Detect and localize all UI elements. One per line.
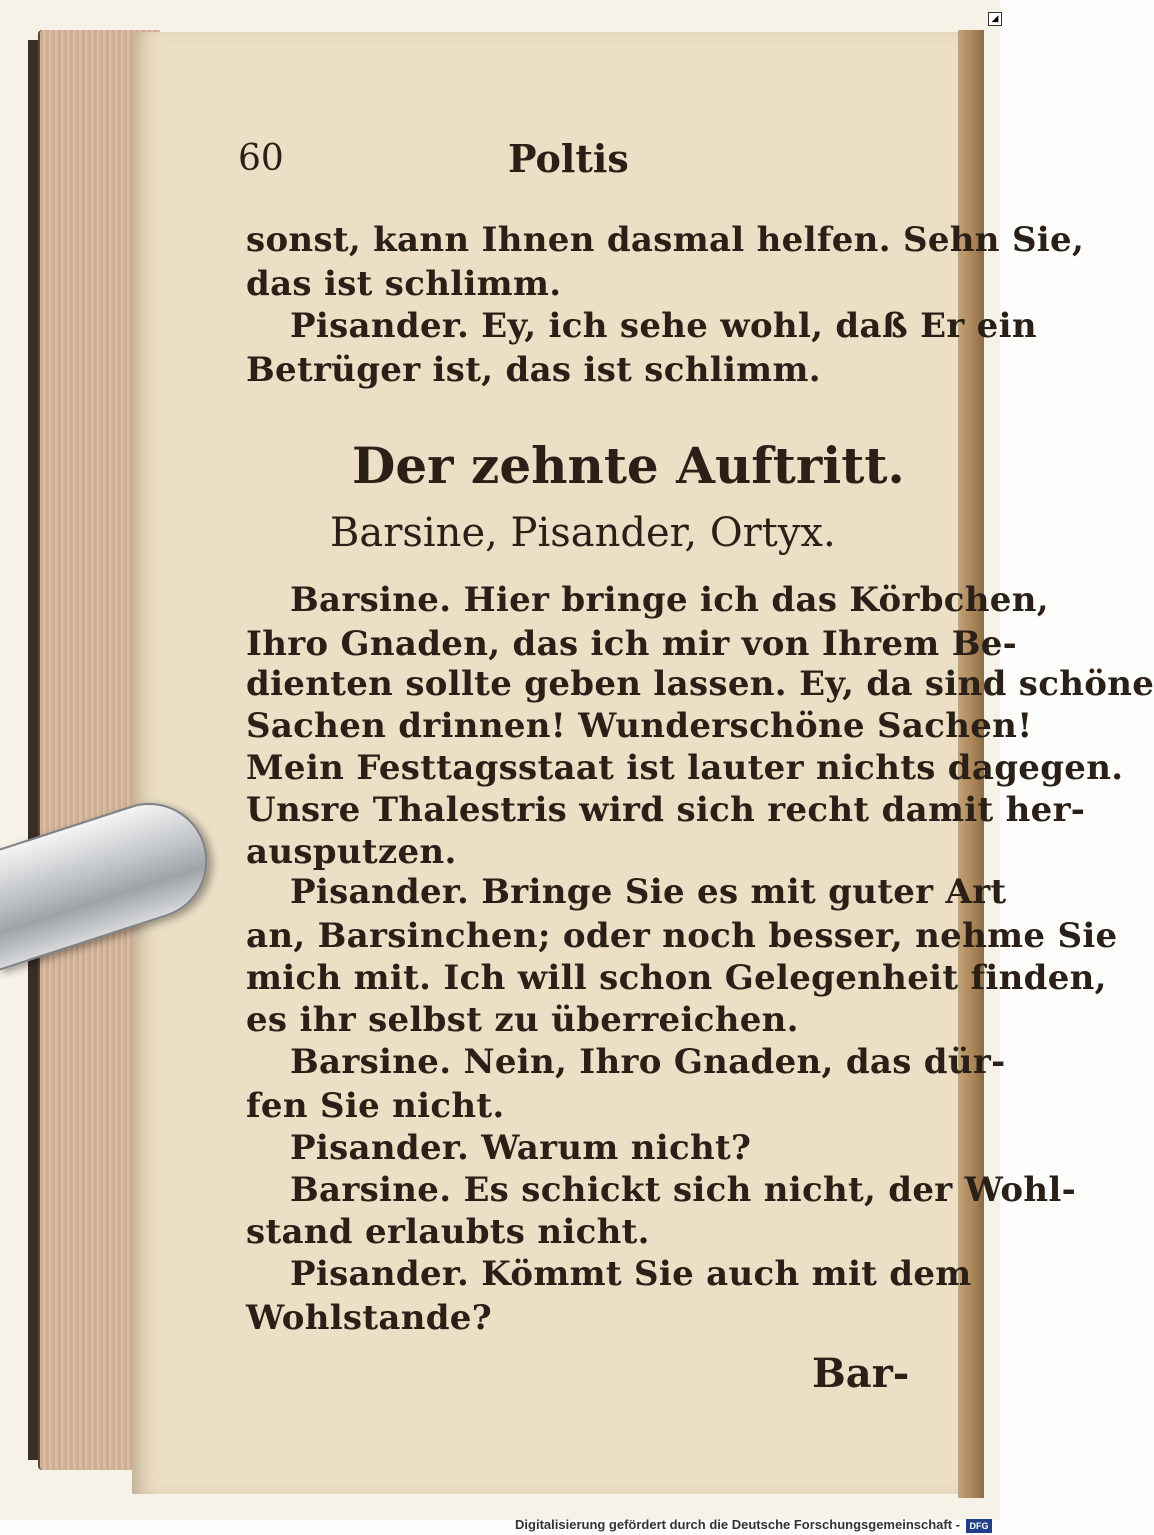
text-line: Barsine. Hier bringe ich das Körbchen, (290, 580, 1049, 620)
text-line: Barsine. Nein, Ihro Gnaden, das dür- (290, 1042, 1006, 1082)
dfg-logo: DFG (966, 1519, 992, 1533)
text-line: Mein Festtagsstaat ist lauter nichts dagegen. (246, 748, 1124, 788)
text-line: ausputzen. (246, 832, 457, 872)
corner-marker: ◢ (988, 12, 1002, 26)
text-line: an, Barsinchen; oder noch besser, nehme Sie (246, 916, 1118, 956)
text-line: sonst, kann Ihnen dasmal helfen. Sehn Sie, (246, 220, 1085, 260)
scene-heading: Der zehnte Auftritt. (352, 436, 905, 495)
page-number: 60 (238, 138, 284, 179)
text-line: Pisander. Kömmt Sie auch mit dem (290, 1254, 972, 1294)
text-line: stand erlaubts nicht. (246, 1212, 650, 1252)
text-line: dienten sollte geben lassen. Ey, da sind schöne (246, 664, 1154, 704)
text-line: fen Sie nicht. (246, 1086, 505, 1126)
text-line: Sachen drinnen! Wunderschöne Sachen! (246, 706, 1033, 746)
running-head: Poltis (508, 136, 629, 181)
text-line: Ihro Gnaden, das ich mir von Ihrem Be- (246, 624, 1018, 664)
text-line: Wohlstande? (246, 1298, 492, 1338)
text-line: mich mit. Ich will schon Gelegenheit finden, (246, 958, 1107, 998)
character-list: Barsine, Pisander, Ortyx. (330, 510, 836, 556)
text-line: Unsre Thalestris wird sich recht damit her- (246, 790, 1086, 830)
text-line: das ist schlimm. (246, 264, 562, 304)
digitization-credit: Digitalisierung gefördert durch die Deutsche Forschungsgemeinschaft - (515, 1517, 960, 1532)
text-line: es ihr selbst zu überreichen. (246, 1000, 799, 1040)
catchword: Bar- (812, 1350, 910, 1397)
text-line: Barsine. Es schickt sich nicht, der Wohl- (290, 1170, 1076, 1210)
text-line: Pisander. Warum nicht? (290, 1128, 752, 1168)
text-line: Pisander. Bringe Sie es mit guter Art (290, 872, 1007, 912)
text-line: Betrüger ist, das ist schlimm. (246, 350, 821, 390)
text-line: Pisander. Ey, ich sehe wohl, daß Er ein (290, 306, 1037, 346)
